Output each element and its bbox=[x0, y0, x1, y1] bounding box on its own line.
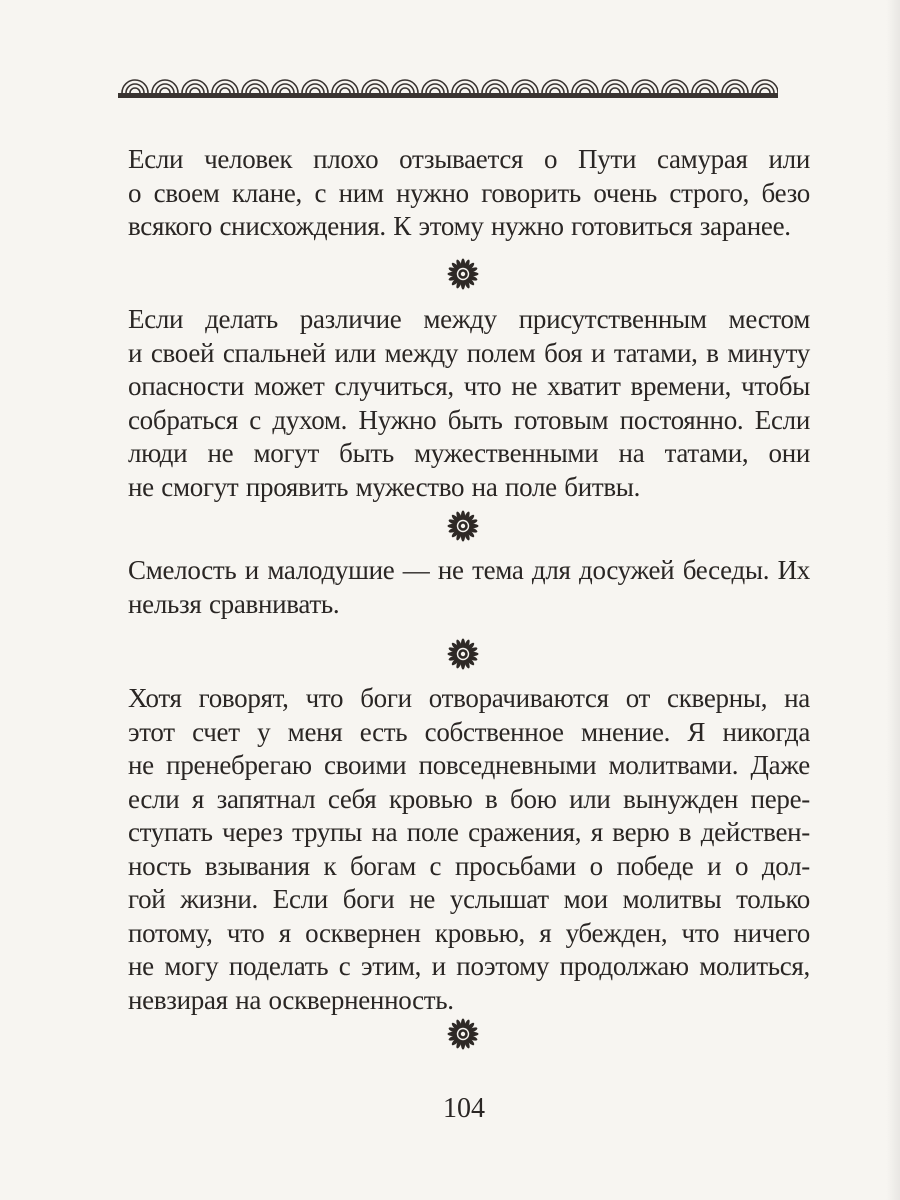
text-line: Если делать различие между присутственным местом bbox=[128, 304, 810, 334]
page-edge-shadow bbox=[886, 0, 900, 1200]
text-line: и своей спальней или между полем боя и татами, в минуту bbox=[128, 337, 810, 368]
text-line: Хотя говорят, что боги отворачиваются от скверны, на bbox=[128, 683, 810, 713]
text-line: нельзя сравнивать. bbox=[128, 588, 340, 619]
section-divider-flower-icon bbox=[447, 638, 479, 670]
text-line: люди не могут быть мужественными на татами, они bbox=[128, 438, 810, 468]
paragraph-3 bbox=[128, 554, 810, 621]
section-divider-flower-icon bbox=[447, 1018, 479, 1050]
text-line: не смогут проявить мужество на поле битвы. bbox=[128, 471, 641, 502]
ornament-scallops bbox=[122, 80, 778, 93]
text-line: невзирая на оскверненность. bbox=[128, 984, 454, 1015]
paragraph-2 bbox=[128, 303, 810, 504]
ornamental-header-border bbox=[118, 66, 778, 102]
text-line: всякого снисхождения. К этому нужно готовиться заранее. bbox=[128, 211, 791, 241]
text-line: потому, что я осквернен кровью, я убежден, что ничего bbox=[128, 917, 810, 948]
paragraph-4 bbox=[128, 682, 810, 1017]
paragraph-1 bbox=[128, 143, 810, 244]
page-number: 104 bbox=[443, 1093, 485, 1124]
text-line: ступать через трупы на поле сражения, я верю в действен- bbox=[128, 817, 810, 847]
section-divider-flower-icon bbox=[447, 510, 479, 542]
text-line: собраться с духом. Нужно быть готовым постоянно. Если bbox=[128, 404, 810, 435]
text-line: опасности может случиться, что не хватит времени, чтобы bbox=[128, 371, 810, 401]
section-divider-flower-icon bbox=[447, 258, 479, 290]
text-line: Смелость и малодушие — не тема для досужей беседы. Их bbox=[128, 555, 810, 585]
ornament-base-bar bbox=[118, 93, 778, 98]
text-line: если я запятнал себя кровью в бою или вынужден пере- bbox=[128, 783, 810, 814]
text-line: о своем клане, с ним нужно говорить очень строго, безо bbox=[128, 177, 810, 208]
text-line: Если человек плохо отзывается о Пути самурая или bbox=[128, 144, 810, 174]
text-line: не пренебрегаю своими повседневными молитвами. Даже bbox=[128, 750, 810, 780]
text-line: ность взывания к богам с просьбами о победе и о дол- bbox=[128, 850, 810, 881]
text-line: гой жизни. Если боги не услышат мои молитвы только bbox=[128, 884, 810, 914]
text-line: не могу поделать с этим, и поэтому продолжаю молиться, bbox=[128, 951, 810, 981]
text-line: этот счет у меня есть собственное мнение. Я никогда bbox=[128, 716, 810, 747]
